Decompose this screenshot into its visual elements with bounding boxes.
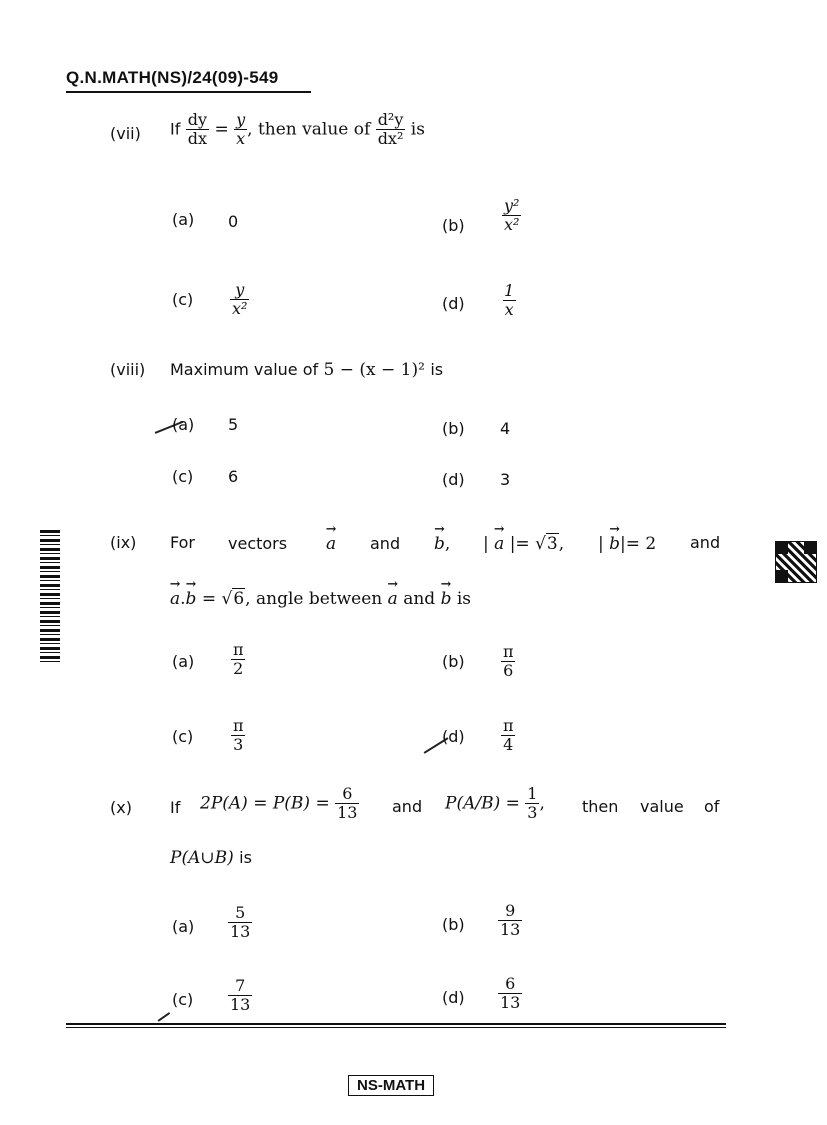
q9-option-d-value: $\frac{\pi}{4}$ xyxy=(503,716,514,754)
q10-if: If xyxy=(170,798,181,817)
q10-and: and xyxy=(392,797,423,816)
q10-number: (x) xyxy=(110,798,132,817)
q7-d2ydx2: $\frac{\text{d²y}}{\text{dx²}}$ xyxy=(377,110,404,148)
q10-option-a-value: $\frac{5}{13}$ xyxy=(230,903,251,941)
q7-option-b-value: $\frac{\text{y²}}{\text{x²}}$ xyxy=(504,196,520,234)
q10-value: value xyxy=(640,797,684,816)
qr-code xyxy=(775,541,817,583)
q9-magnitude-b: | → b|= 2 xyxy=(598,534,656,554)
q9-option-d-label: (d) xyxy=(442,727,465,746)
footer-rule-bottom xyxy=(66,1027,726,1028)
q8-option-b-label: (b) xyxy=(442,419,465,438)
q8-expression: 5 − (x − 1)² xyxy=(323,360,425,380)
q10-expr2: P(A/B) = $\frac{1}{3}$ , xyxy=(445,784,545,822)
q7-option-d-label: (d) xyxy=(442,294,465,313)
q8-option-a-label: (a) xyxy=(172,415,195,434)
q10-option-c-value: $\frac{7}{13}$ xyxy=(230,976,251,1014)
q9-option-b-value: $\frac{\pi}{6}$ xyxy=(503,642,514,680)
q9-magnitude-a: | → a |= √3, xyxy=(483,534,564,554)
q10-then: then xyxy=(582,797,619,816)
barcode-strip xyxy=(40,530,60,665)
q7-option-d-value: $\frac{1}{x}$ xyxy=(504,281,515,319)
q8-option-a-value: 5 xyxy=(228,415,239,434)
q9-option-b-label: (b) xyxy=(442,652,465,671)
q8-option-d-label: (d) xyxy=(442,470,465,489)
q7-option-a-label: (a) xyxy=(172,210,195,229)
footer-badge: NS-MATH xyxy=(348,1075,434,1096)
q9-line2: → a.→ b = √6, angle between → a and → b is xyxy=(170,589,471,609)
q9-vectors: vectors xyxy=(228,534,288,553)
q8-option-c-value: 6 xyxy=(228,467,239,486)
q10-option-c-label: (c) xyxy=(172,990,194,1009)
q7-dydx: $\frac{dy}{dx}$ xyxy=(187,110,208,148)
q9-vector-a: → a xyxy=(326,534,336,554)
q8-stem: Maximum value of 5 − (x − 1)² is xyxy=(170,360,444,380)
q10-line2: P(A∪B) is xyxy=(170,848,252,868)
q9-number: (ix) xyxy=(110,533,137,552)
q9-option-a-label: (a) xyxy=(172,652,195,671)
q7-option-b-label: (b) xyxy=(442,216,465,235)
q7-option-a-value: 0 xyxy=(228,212,239,231)
q9-for: For xyxy=(170,533,195,552)
q8-option-c-label: (c) xyxy=(172,467,194,486)
q8-option-d-value: 3 xyxy=(500,470,511,489)
q10-expr1: 2P(A) = P(B) = $\frac{6}{13}$ xyxy=(200,784,358,822)
q10-option-d-label: (d) xyxy=(442,988,465,1007)
header-underline xyxy=(66,91,311,93)
paper-code: Q.N.MATH(NS)/24(09)-549 xyxy=(66,68,279,87)
q7-if: If xyxy=(170,119,181,139)
q7-stem: If $\frac{dy}{dx}$ = $\frac{y}{x}$ , then value of $\frac{\text{d²y}}{\text{dx²}}$ is xyxy=(170,110,425,148)
q7-option-c-value: $\frac{y}{\text{x²}}$ xyxy=(232,280,248,318)
q10-option-b-value: $\frac{9}{13}$ xyxy=(500,901,521,939)
q10-option-a-label: (a) xyxy=(172,917,195,936)
q9-and2: and xyxy=(690,533,721,552)
q9-and: and xyxy=(370,534,401,553)
q9-option-a-value: $\frac{\pi}{2}$ xyxy=(233,640,244,678)
q10-option-d-value: $\frac{6}{13}$ xyxy=(500,974,521,1012)
q7-option-c-label: (c) xyxy=(172,290,194,309)
q8-number: (viii) xyxy=(110,360,146,379)
q10-of: of xyxy=(704,797,720,816)
q10-option-b-label: (b) xyxy=(442,915,465,934)
q9-option-c-value: $\frac{\pi}{3}$ xyxy=(233,716,244,754)
tick-mark xyxy=(158,1012,170,1021)
footer-rule-top xyxy=(66,1023,726,1025)
q7-yx: $\frac{y}{x}$ xyxy=(236,110,246,148)
q9-option-c-label: (c) xyxy=(172,727,194,746)
q7-number: (vii) xyxy=(110,124,141,143)
q8-option-b-value: 4 xyxy=(500,419,511,438)
q9-vector-b: → b, xyxy=(434,534,450,554)
